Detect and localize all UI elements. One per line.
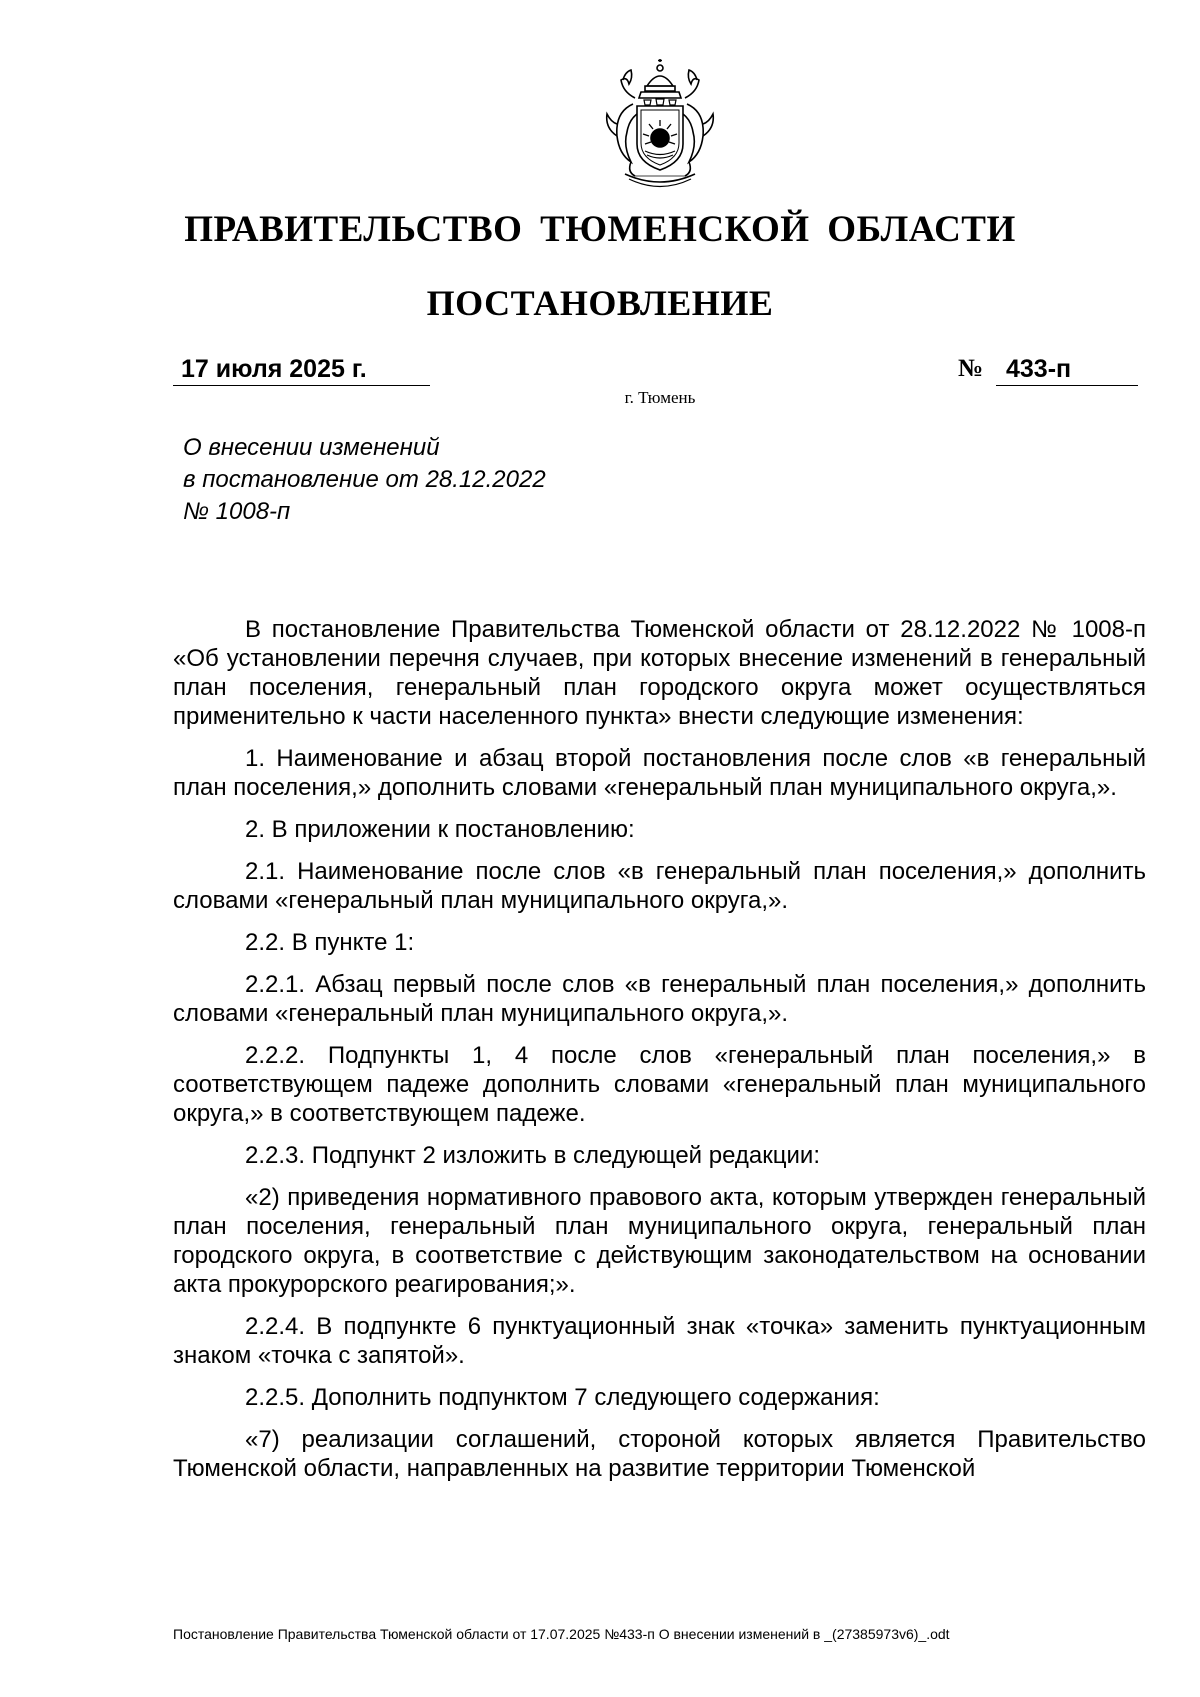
document-type-heading: ПОСТАНОВЛЕНИЕ: [426, 283, 774, 323]
subject-line: № 1008-п: [183, 498, 291, 525]
coat-of-arms-emblem: [595, 58, 725, 190]
document-number: 433-п: [1006, 355, 1072, 383]
document-date: 17 июля 2025 г.: [181, 355, 367, 383]
body-paragraph: 2.2.2. Подпункты 1, 4 после слов «генеральный план поселения,» в соответствующем падеже дополнить словами «генеральный план муниципального округа,» в соответствующем падеже.: [173, 1042, 1146, 1127]
body-paragraph: 2.2.4. В подпункте 6 пунктуационный знак «точка» заменить пунктуационным знаком «точка с запятой».: [173, 1313, 1146, 1369]
body-paragraph: «7) реализации соглашений, стороной которых является Правительство Тюменской области, направленных на развитие территории Тюменской: [173, 1426, 1146, 1482]
body-paragraph: 2.1. Наименование после слов «в генеральный план поселения,» дополнить словами «генеральный план муниципального округа,».: [173, 858, 1146, 914]
body-paragraph: В постановление Правительства Тюменской области от 28.12.2022 № 1008-п «Об установлении перечня случаев, при которых внесение изменений в генеральный план поселения, генеральный план городского округа может осуществляться применительно к части населенного пункта» внести следующие изменения:: [173, 616, 1146, 730]
number-sign: №: [958, 355, 984, 382]
number-underline: [996, 355, 1138, 386]
body-paragraph: 2.2.1. Абзац первый после слов «в генеральный план поселения,» дополнить словами «генеральный план муниципального округа,».: [173, 971, 1146, 1027]
document-number-field: [958, 355, 1138, 385]
body-paragraph: «2) приведения нормативного правового акта, которым утвержден генеральный план поселения, генеральный план муниципального округа, генеральный план городского округа, в соответствие с действующим законодательством на основании акта прокурорского реагирования;».: [173, 1184, 1146, 1298]
body-paragraph: 2.2.3. Подпункт 2 изложить в следующей редакции:: [245, 1142, 820, 1169]
body-paragraph: 2.2. В пункте 1:: [245, 929, 415, 956]
document-date-field: [173, 355, 430, 386]
city-label: г. Тюмень: [624, 388, 696, 407]
page-footer: Постановление Правительства Тюменской области от 17.07.2025 №433-п О внесении изменений в _(27385973v6)_.odt: [173, 1626, 950, 1642]
subject-line: О внесении изменений: [183, 434, 440, 461]
subject-line: в постановление от 28.12.2022: [183, 466, 546, 493]
body-paragraph: 2. В приложении к постановлению:: [245, 816, 635, 843]
body-paragraph: 2.2.5. Дополнить подпунктом 7 следующего содержания:: [245, 1384, 880, 1411]
body-paragraph: 1. Наименование и абзац второй постановления после слов «в генеральный план поселения,» дополнить словами «генеральный план муниципального округа,».: [173, 745, 1146, 801]
document-body: [173, 615, 1146, 1496]
organization-title: ПРАВИТЕЛЬСТВО ТЮМЕНСКОЙ ОБЛАСТИ: [184, 209, 1016, 250]
document-subject: [183, 432, 546, 528]
